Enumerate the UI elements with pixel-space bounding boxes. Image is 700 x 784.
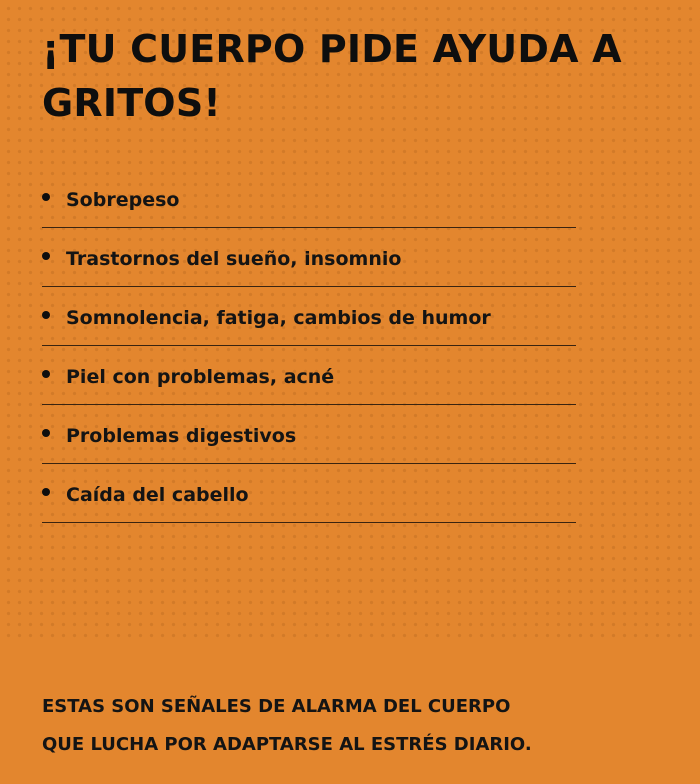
- list-item: [42, 465, 576, 523]
- footer-note: [42, 688, 662, 764]
- footer-line-2: QUE LUCHA POR ADAPTARSE AL ESTRÉS DIARIO.: [42, 734, 532, 755]
- bullet-icon: [42, 252, 50, 260]
- list-item: [42, 170, 576, 228]
- bullet-icon: [42, 429, 50, 437]
- symptom-list: [42, 170, 576, 524]
- symptom-text: Problemas digestivos: [66, 425, 297, 447]
- list-item: [42, 347, 576, 405]
- footer-line-1: ESTAS SON SEÑALES DE ALARMA DEL CUERPO: [42, 696, 511, 717]
- list-item: [42, 406, 576, 464]
- bullet-icon: [42, 311, 50, 319]
- list-item: [42, 229, 576, 287]
- symptom-text: Caída del cabello: [66, 484, 249, 506]
- symptom-text: Trastornos del sueño, insomnio: [66, 248, 402, 270]
- bullet-icon: [42, 193, 50, 201]
- headline: ¡TU CUERPO PIDE AYUDA A GRITOS!: [42, 27, 622, 125]
- bullet-icon: [42, 370, 50, 378]
- symptom-text: Somnolencia, fatiga, cambios de humor: [66, 307, 491, 329]
- symptom-text: Piel con problemas, acné: [66, 366, 335, 388]
- symptom-text: Sobrepeso: [66, 189, 180, 211]
- bullet-icon: [42, 488, 50, 496]
- list-item: [42, 288, 576, 346]
